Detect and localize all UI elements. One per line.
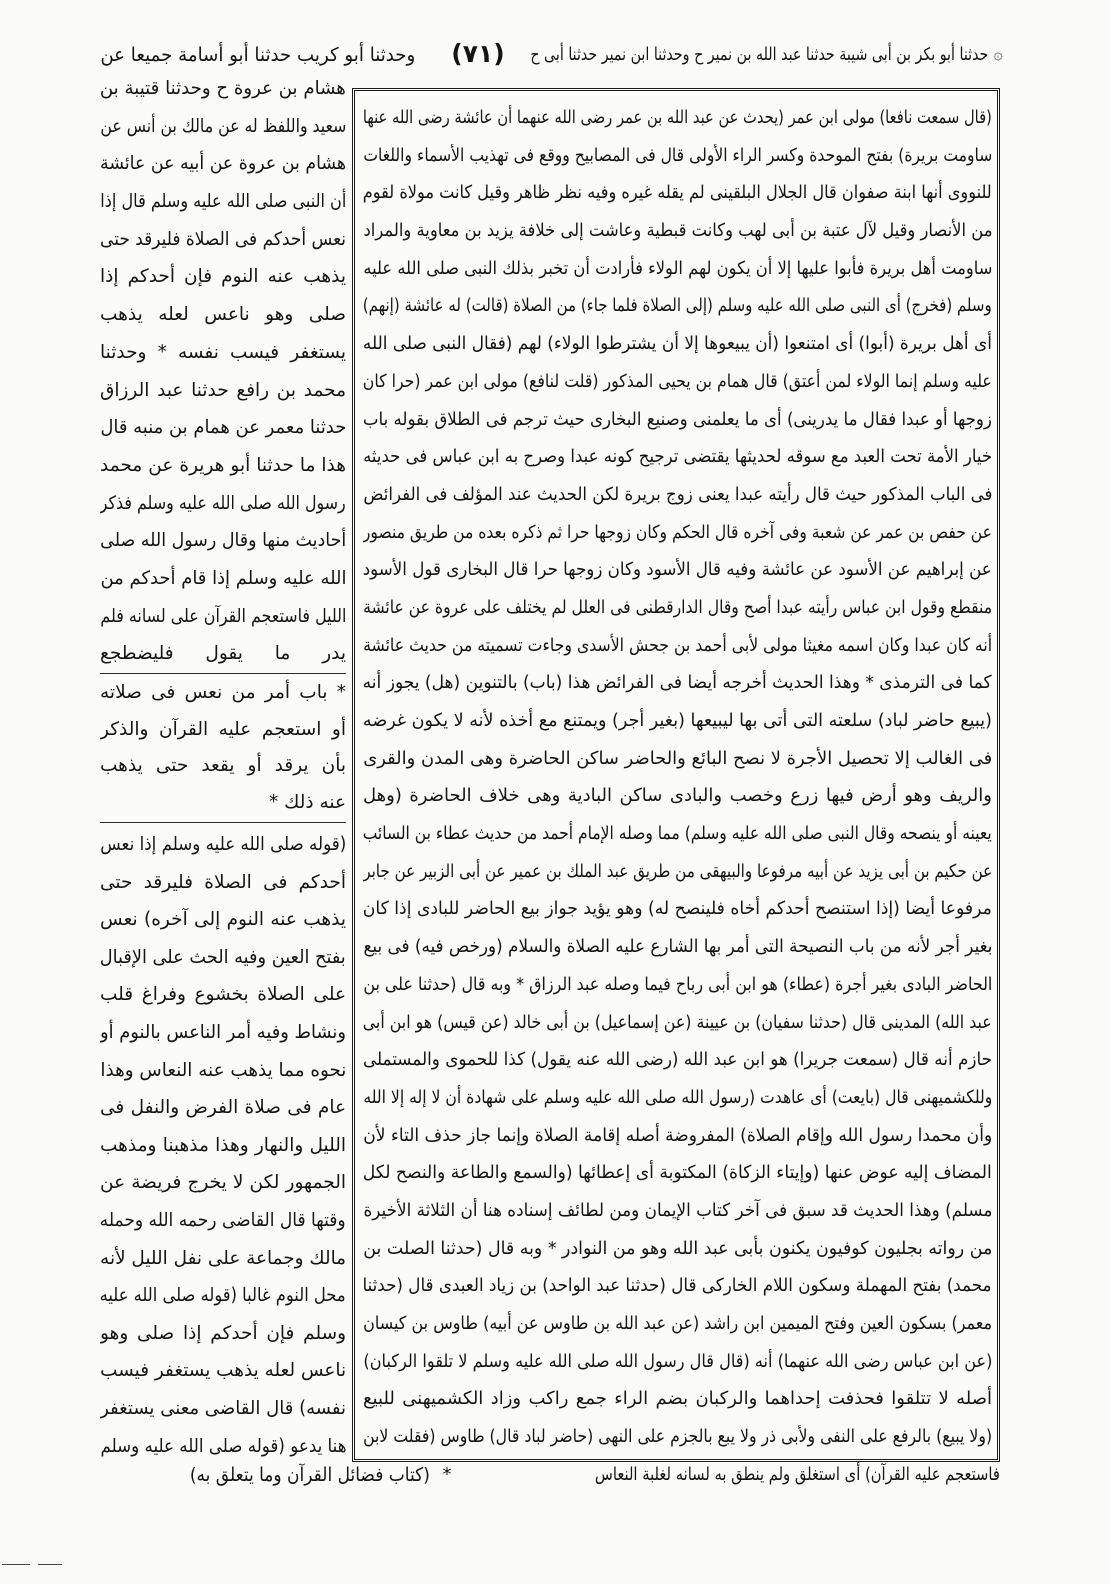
hadith-line-text: يدر ما يقول فليضطجع [100, 643, 346, 665]
main-line-text: عن إبراهيم عن الأسود عن عائشة وفيه قال الأسود وكان زوجها حرا قال البخارى قول الأسود [363, 559, 992, 581]
main-line [363, 287, 992, 325]
main-line-text: للنووى أنها ابنة صفوان قال الجلال البلقينى لم يقله غيره وفيه نظر ظاهر وقيل كانت مولاة لقوم [363, 182, 992, 204]
hadith-line [100, 598, 346, 636]
main-line [363, 1117, 992, 1155]
main-line-text: والريف وهو أرض فيها زرع وخصب والبادى ساكن البادية وهى خلاف الحاضرة (وهل [363, 785, 992, 807]
bab-line-text: أو استعجم عليه القرآن والذكر [100, 718, 346, 740]
main-line [363, 740, 992, 778]
hadith-line [100, 409, 346, 447]
main-line-text: المضاف إليه عوض عنها (وإيتاء الزكاة) المكتوبة أى إعطائها (والسمع والطاعة والنصح لكل [363, 1162, 992, 1184]
footer-star: * [442, 1464, 452, 1485]
hadith-line [100, 334, 346, 372]
commentary-line-text: على الصلاة بخشوع وفراغ قلب [100, 984, 346, 1006]
main-line-text: أصله لا تتلقوا فحذفت إحداهما والركبان بضم الراء جمع راكب وزاد الكشميهنى للبيع [363, 1388, 992, 1410]
main-line [363, 476, 992, 514]
commentary-line-text: يذهب عنه النوم إلى آخره) نعس [100, 909, 346, 931]
bab-line [100, 712, 346, 749]
main-line [363, 1079, 992, 1117]
main-line-text: يعينه أو ينصحه وقال النبى صلى الله عليه وسلم) مما وصله الإمام أحمد من حديث عطاء بن السائب [363, 823, 992, 845]
hadith-line-text: الله عليه وسلم إذا قام أحدكم من [100, 567, 346, 589]
main-line-text: (ولا يبيع) بالرفع على النفى ولأبى ذر ولا يبع بالجزم على النهى (حاضر لباد قال) طاوس (فقلت لابن [363, 1426, 992, 1448]
book-title [190, 1458, 430, 1492]
hadith-line [100, 522, 346, 560]
commentary-line-text: وقتها قال القاضى رحمه الله وحمله [100, 1209, 346, 1231]
main-line-text: من الأنصار وقيل لآل عتبة بن أبى لهب وكانت قبطية وعاشت إلى خلافة يزيد بن معاوية والمراد [363, 220, 992, 242]
hadith-line [100, 485, 346, 523]
hadith-line [100, 145, 346, 183]
hadith-line-text: هشام بن عروة عن أبيه عن عائشة [100, 153, 346, 175]
bab-line [100, 675, 346, 712]
ornament-icon [990, 40, 1006, 68]
main-line [363, 1267, 992, 1305]
main-line-text: (يبيع حاضر لباد) سلعته التى أتى بها ليبيعها (بغير أجر) ويمتنع مع أخذه لأنه لا يكون غرضه [363, 710, 992, 731]
main-line-text: زوجها أو عبدا فقال ما يدرينى) أى ما يعلمنى وصنيع البخارى حيث ترجم فى الطلاق بقوله باب [363, 408, 992, 430]
main-line-text: ساومت أهل بريرة فأبوا عليها إلا أن يكون لهم الولاء فأرادت أن تخبر بذلك النبى صلى الله عليه [363, 257, 992, 279]
commentary-line-text: الليل والنهار وهذا مذهبنا ومذهب [100, 1134, 346, 1156]
main-line [363, 325, 992, 363]
main-line [363, 363, 992, 401]
commentary-text [363, 99, 992, 1456]
hadith-line [100, 635, 346, 673]
hadith-line-text: أن النبى صلى الله عليه وسلم قال إذا [100, 191, 346, 213]
main-line [363, 438, 992, 476]
main-line-text: ساومت بريرة) بفتح الموحدة وكسر الراء الأولى قال فى المصابيح ووقع فى تهذيب الأسماء واللغات [363, 144, 992, 166]
main-line-text: عليه وسلم إنما الولاء لمن أعتق) قال همام بن يحيى المذكور (قلت لنافع) مولى ابن عمر (حرا كان [363, 370, 992, 392]
main-line-text: حازم أنه قال (سمعت جريرا) هو ابن عبد الله (رضى الله عنه يقول) كذا للحموى والمستملى [363, 1049, 992, 1071]
main-line-text: مرفوعا أيضا (إذا استنصح أحدكم أخاه فلينصح له) وهو يؤيد جواز بيع الحاضر للبادى إذا كان [363, 898, 992, 920]
bab-line-text: عنه ذلك * [268, 791, 346, 813]
bab-line [100, 748, 346, 785]
main-line [363, 250, 992, 288]
hadith-line-text: محمد بن رافع حدثنا عبد الرزاق [100, 379, 346, 401]
main-line-text: أنه كان عبدا وكان اسمه مغيثا مولى لأبى أحمد بن جحش الأسدى وجاءت تسميته من حديث عائشة [363, 634, 992, 656]
commentary-line [100, 1164, 346, 1202]
chapter-heading [100, 675, 346, 821]
main-line [363, 551, 992, 589]
main-line-text: (عن ابن عباس رضى الله عنهما) أنه (قال قال رسول الله صلى الله عليه وسلم لا تلقوا الركبان) [363, 1350, 992, 1372]
commentary-line-text: عام فى صلاة الفرض والنفل فى [100, 1097, 346, 1119]
commentary-line-text: أحدكم فى الصلاة فليرقد حتى [100, 871, 346, 893]
main-line [363, 1004, 992, 1042]
hadith-line-text: الليل فاستعجم القرآن على لسانه فلم [100, 605, 346, 627]
commentary-line [100, 826, 346, 864]
hadith-line-text: هذا ما حدثنا أبو هريرة عن محمد [100, 454, 346, 476]
commentary-line [100, 1240, 346, 1278]
main-line [363, 589, 992, 627]
commentary-line-text: الجمهور لكن لا يخرج فريضة عن [100, 1172, 346, 1194]
main-line-text: عبد الله) المدينى قال (حدثنا سفيان) بن عيينة (عن إسماعيل) بن أبى خالد (عن قيس) هو ابن أبى [363, 1011, 992, 1033]
header-right [530, 38, 988, 72]
main-line [363, 1230, 992, 1268]
main-line-text: خيار الأمة تحت العبد مع سوقه لحديثها يقتضى ترجيح كونه عبدا وصرح به ابن عباس فى حديثه [363, 446, 992, 468]
main-line [363, 1192, 992, 1230]
book-title-text: (كتاب فضائل القرآن وما يتعلق به) [190, 1464, 430, 1486]
main-line-text: معمر) بسكون العين وفتح الميمين ابن راشد (عن عبد الله بن طاوس عن أبيه) طاوس بن كيسان [363, 1313, 992, 1334]
hadith-line-text: حدثنا معمر عن همام بن منبه قال [100, 417, 346, 439]
hadith-line [100, 560, 346, 598]
footer-commentary-end [595, 1458, 1000, 1492]
commentary-line-text: هنا يدعو (قوله صلى الله عليه وسلم [100, 1435, 346, 1457]
divider [100, 673, 346, 674]
commentary-line-text: وسلم فإن أحدكم إذا صلى وهو [100, 1322, 346, 1344]
main-line [363, 1305, 992, 1343]
commentary-line-text: بفتح العين وفيه الحث على الإقبال [100, 946, 346, 968]
hadith-line-text: صلى وهو ناعس لعله يذهب [100, 304, 346, 326]
main-line [363, 1418, 992, 1456]
hadith-line [100, 108, 346, 146]
main-line-text: عن حكيم بن أبى يزيد عن أبيه مرفوعا والبيهقى من طريق عبد الملك بن عمير عن أبى الزبير عن جابر [363, 860, 992, 882]
hadith-line [100, 296, 346, 334]
main-line-text: من رواته بجليون كوفيون يكنون بأبى عبد الله وهو من النوادر * وبه قال (حدثنا الصلت بن [363, 1237, 992, 1259]
divider [100, 822, 346, 823]
commentary-line-text: (قوله صلى الله عليه وسلم إذا نعس [100, 834, 346, 855]
commentary-line-text: نفسه) قال القاضى معنى يستغفر [100, 1397, 346, 1419]
commentary-line [100, 1127, 346, 1165]
commentary-line [100, 864, 346, 902]
margin-mark [38, 1564, 62, 1565]
main-line-text: الحاضر البادى بغير أجرة (عطاء) هو ابن أبى رباح فيما وصله عبد الرزاق * وبه قال (حدثنا على بن [363, 973, 992, 995]
commentary-line [100, 1352, 346, 1390]
commentary-line [100, 1315, 346, 1353]
hadith-line-text: يذهب عنه النوم فإن أحدكم إذا [100, 266, 346, 288]
main-line [363, 1343, 992, 1381]
margin-mark [2, 1564, 30, 1565]
commentary-line [100, 1014, 346, 1052]
main-line-text: فى الباب المذكور حيث قال رأيته عبدا يعنى زوج بريرة لكن الحديث عند المؤلف فى الفرائض [363, 483, 992, 505]
commentary-line [100, 1202, 346, 1240]
main-line-text: مسلم) وهذا الحديث قد سبق فى آخر كتاب الإيمان ومن لطائف إسناده هنا أن الثلاثة الأخيرة [363, 1199, 992, 1221]
main-line [363, 99, 992, 137]
header-left-text: وحدثنا أبو كريب حدثنا أبو أسامة جميعا عن [100, 44, 415, 66]
main-line-text: وسلم (فخرج) أى النبى صلى الله عليه وسلم (إلى الصلاة فلما جاء) من الصلاة (قالت) له عائشة (إنهم) [363, 295, 992, 317]
side-commentary [100, 826, 346, 1465]
header-left [100, 38, 415, 72]
hadith-line [100, 372, 346, 410]
hadith-line [100, 447, 346, 485]
main-line [363, 137, 992, 175]
main-line [363, 514, 992, 552]
main-line-text: فى الغالب إلا تحصيل الأجرة لا نصح البائع والحاضر ساكن الحاضرة وهى المدن والقرى [363, 747, 992, 769]
commentary-line [100, 1277, 346, 1315]
hadith-line-text: يستغفر فيسب نفسه * وحدثنا [100, 341, 346, 363]
main-line [363, 174, 992, 212]
main-line [363, 627, 992, 665]
hadith-line-text: هشام بن عروة ح وحدثنا قتيبة بن [100, 78, 346, 99]
main-line-text: كما فى الترمذى * وهذا الحديث أخرجه أيضا فى الفرائض هذا (باب) بالتنوين (هل) يجوز أنه [363, 672, 992, 694]
main-line [363, 966, 992, 1004]
commentary-line [100, 939, 346, 977]
bab-line-text: بأن يرقد أو يقعد حتى يذهب [100, 755, 346, 776]
main-line [363, 1154, 992, 1192]
main-line-text: عن حفص بن عمر عن شعبة وفى آخره قال الحكم وكان زوجها حرا ثم ذكره بعده من طريق منصور [363, 521, 992, 543]
bab-line [100, 785, 346, 822]
hadith-line [100, 183, 346, 221]
main-line [363, 702, 992, 740]
main-line-text: محمد) بفتح المهملة وسكون اللام الخاركى قال (حدثنا عبد الواحد) بن زياد العبدى قال (حدثنا [363, 1275, 992, 1297]
hadith-line-text: نعس أحدكم فى الصلاة فليرقد حتى [100, 228, 346, 250]
main-line-text: وللكشميهنى قال (بايعت) أى عاهدت (رسول الله صلى الله عليه وسلم على شهادة أن لا إله إلا الله [363, 1086, 992, 1108]
main-line [363, 664, 992, 702]
main-line [363, 890, 992, 928]
main-line [363, 777, 992, 815]
commentary-line [100, 1052, 346, 1090]
hadith-line-text: سعيد واللفظ له عن مالك بن أنس عن [100, 115, 346, 137]
main-line-text: (قال سمعت نافعا) مولى ابن عمر (يحدث عن عبد الله بن عمر رضى الله عنهما أن عائشة رضى الله عنها [363, 107, 992, 128]
hadith-text [100, 70, 346, 673]
main-line-text: بغير أجر لأنه من باب النصيحة التى أمر بها الشارع عليه الصلاة والسلام (ورخص فيه) فى بيع [363, 936, 992, 958]
commentary-line-text: ونشاط وفيه أمر الناعس بالنوم أو [100, 1021, 346, 1043]
main-line [363, 1380, 992, 1418]
main-line-text: أى أهل بريرة (أبوا) أى امتنعوا (أن يبيعوها إلا أن يشترطوا الولاء) لهم (فقال النبى صلى الله [363, 333, 992, 355]
commentary-line-text: محل النوم غالبا (قوله صلى الله عليه [100, 1285, 346, 1307]
main-line [363, 853, 992, 891]
bab-line-text: * باب أمر من نعس فى صلاته [100, 682, 346, 703]
main-line-text: وأن محمدا رسول الله وإقام الصلاة) المفروضة أصله إقامة الصلاة وإنما جاز حذف التاء لأن [363, 1124, 992, 1146]
commentary-line [100, 1089, 346, 1127]
main-line [363, 928, 992, 966]
commentary-line-text: مالك وجماعة على نفل الليل لأنه [100, 1247, 346, 1269]
commentary-line [100, 901, 346, 939]
footer-commentary-text: فاستعجم عليه القرآن) أى استغلق ولم ينطق به لسانه لغلبة النعاس [595, 1464, 1000, 1485]
hadith-line [100, 221, 346, 259]
hadith-line [100, 258, 346, 296]
hadith-line-text: رسول الله صلى الله عليه وسلم فذكر [100, 492, 346, 514]
hadith-line-text: أحاديث منها وقال رسول الله صلى [100, 530, 346, 552]
main-line [363, 815, 992, 853]
commentary-box [352, 88, 1000, 1462]
commentary-line-text: ناعس لعله يذهب يستغفر فيسب [100, 1360, 346, 1382]
main-line [363, 1041, 992, 1079]
commentary-line [100, 1390, 346, 1428]
main-line [363, 212, 992, 250]
commentary-line-text: نحوه مما يذهب عنه النعاس وهذا [100, 1059, 346, 1081]
main-line-text: منقطع وقول ابن عباس رأيته عبدا أصح وقال الدارقطنى فى العلل لم يختلف على عروة عن عائشة [363, 596, 992, 618]
main-line [363, 401, 992, 439]
header-right-text: حدثنا أبو بكر بن أبى شيبة حدثنا عبد الله بن نمير ح وحدثنا ابن نمير حدثنا أبى ح [530, 45, 988, 65]
hadith-line [100, 70, 346, 108]
page-number: (٧١) [451, 39, 505, 68]
commentary-line [100, 976, 346, 1014]
